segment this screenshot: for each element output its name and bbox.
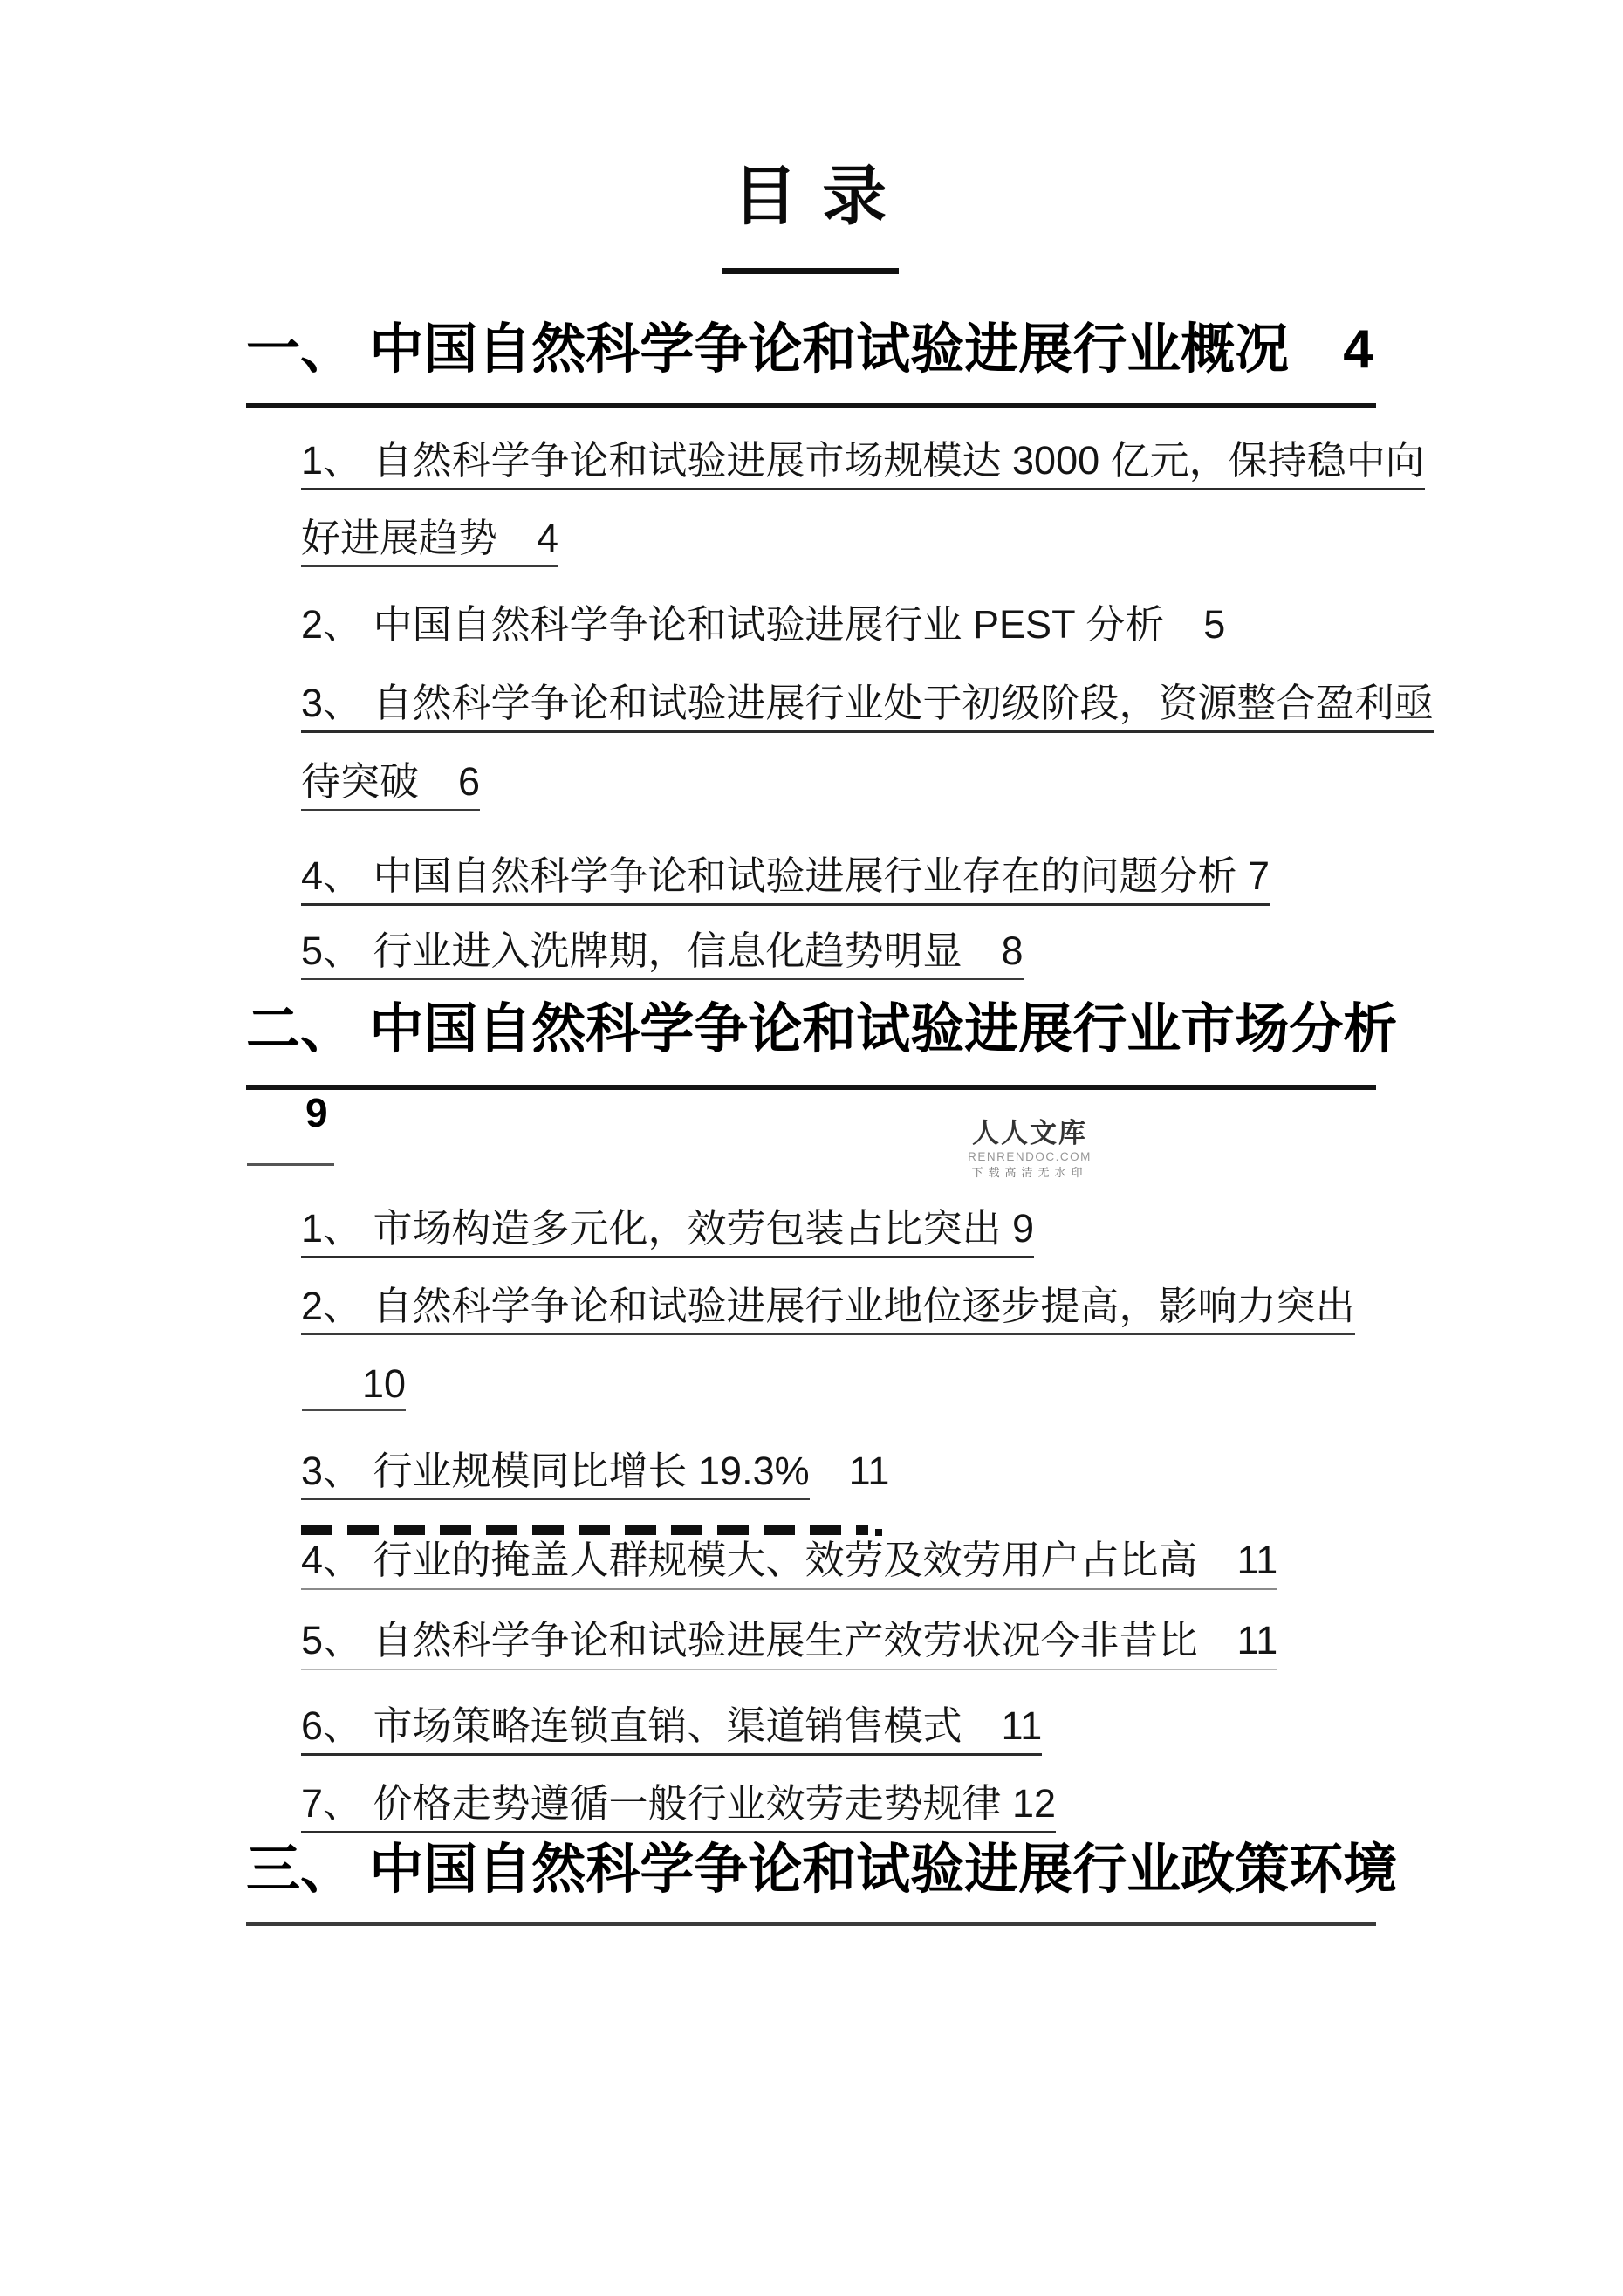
section-2-pagenum-underline [247, 1163, 334, 1166]
page-title: 目 录 [732, 160, 891, 232]
toc-item-1-1-line2: 好进展趋势 4 [301, 518, 558, 567]
toc-item-1-2: 2、 中国自然科学争论和试验进展行业 PEST 分析 5 [301, 602, 1226, 647]
toc-section-1-heading: 一、 中国自然科学争论和试验进展行业概况 4 [246, 321, 1376, 408]
watermark-logo-text: 人人文库 [972, 1118, 1087, 1148]
title-divider [722, 268, 899, 274]
toc-item-1-3-line1: 3、 自然科学争论和试验进展行业处于初级阶段，资源整合盈利亟 [301, 683, 1434, 733]
toc-item-1-5: 5、 行业进入洗牌期，信息化趋势明显 8 [301, 931, 1024, 980]
toc-section-2-heading: 二、 中国自然科学争论和试验进展行业市场分析 [246, 1001, 1376, 1090]
toc-item-2-2-line1: 2、 自然科学争论和试验进展行业地位逐步提高，影响力突出 [301, 1286, 1355, 1335]
watermark-site-url: RENRENDOC.COM [968, 1150, 1092, 1163]
toc-item-2-2-line2: 10 [362, 1361, 407, 1406]
toc-section-3-heading: 三、 中国自然科学争论和试验进展行业政策环境 [246, 1841, 1376, 1926]
toc-section-2-heading-pagenum: 9 [305, 1090, 328, 1135]
toc-item-1-3-line2: 待突破 6 [301, 762, 480, 811]
toc-item-2-3-pagenum: 11 [809, 1449, 890, 1493]
dashed-divider [301, 1525, 868, 1535]
dashed-divider-dot [875, 1529, 882, 1536]
toc-item-1-4: 4、 中国自然科学争论和试验进展行业存在的问题分析 7 [301, 856, 1270, 906]
toc-item-2-7: 7、 价格走势遵循一般行业效劳走势规律 12 [301, 1784, 1056, 1833]
toc-item-1-1-line1: 1、 自然科学争论和试验进展市场规模达 3000 亿元，保持稳中向 [301, 441, 1425, 490]
toc-item-2-6: 6、 市场策略连锁直销、渠道销售模式 11 [301, 1706, 1042, 1756]
toc-item-2-5: 5、 自然科学争论和试验进展生产效劳状况今非昔比 11 [301, 1621, 1277, 1670]
toc-item-2-1: 1、 市场构造多元化，效劳包装占比突出 9 [301, 1209, 1034, 1258]
toc-item-2-3: 3、 行业规模同比增长 19.3% 11 [301, 1451, 889, 1500]
watermark [916, 1120, 1143, 1178]
toc-item-2-4: 4、 行业的掩盖人群规模大、效劳及效劳用户占比高 11 [301, 1540, 1277, 1590]
watermark-slogan: 下载高清无水印 [971, 1165, 1088, 1179]
toc-item-2-2-underline [302, 1409, 406, 1411]
